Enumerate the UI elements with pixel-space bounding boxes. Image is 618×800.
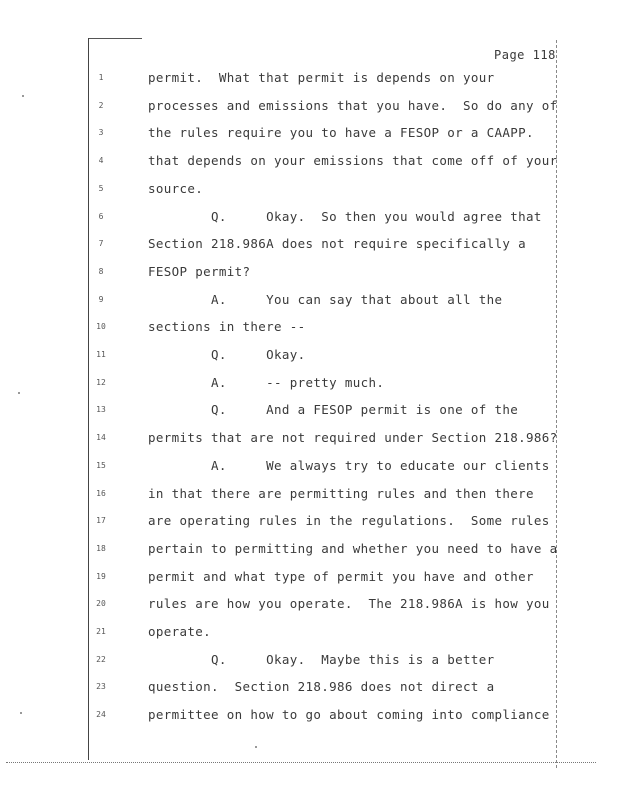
line-number: 21	[96, 627, 106, 636]
line-text: permits that are not required under Section 218.986?	[148, 430, 558, 446]
transcript-line	[0, 317, 618, 337]
page-number: Page 118	[494, 48, 556, 62]
line-number: 4	[98, 156, 104, 166]
line-text: A. You can say that about all the	[148, 291, 503, 307]
transcript-line	[0, 677, 618, 697]
transcript-line	[0, 511, 618, 531]
line-number: 7	[98, 239, 104, 249]
transcript-line	[0, 123, 618, 143]
line-text: pertain to permitting and whether you need to have a	[148, 540, 558, 556]
scan-speck	[20, 712, 22, 714]
transcript-line	[0, 456, 618, 476]
line-number: 11	[96, 350, 106, 359]
line-text: permittee on how to go about coming into compliance	[148, 707, 550, 723]
line-text: A. We always try to educate our clients	[148, 457, 550, 473]
transcript-line	[0, 262, 618, 282]
scan-speck	[255, 746, 257, 748]
bottom-rule	[6, 762, 596, 763]
line-number: 22	[96, 654, 106, 664]
transcript-line	[0, 650, 618, 670]
top-rule	[88, 38, 142, 39]
line-number: 10	[96, 322, 106, 332]
scan-speck	[18, 392, 20, 394]
line-number: 19	[96, 571, 106, 581]
scan-speck	[22, 95, 24, 97]
line-text: permit. What that permit is depends on your	[148, 70, 495, 85]
line-number: 23	[96, 682, 106, 692]
line-number: 17	[96, 516, 106, 526]
transcript-line	[0, 234, 618, 254]
transcript-line	[0, 96, 618, 116]
line-number: 3	[98, 128, 104, 138]
line-number: 12	[96, 377, 106, 387]
line-text: in that there are permitting rules and then there	[148, 485, 534, 501]
transcript-line	[0, 567, 618, 587]
transcript-line	[0, 705, 618, 725]
transcript-line	[0, 428, 618, 448]
line-number: 13	[96, 405, 106, 415]
transcript-line	[0, 400, 618, 420]
line-number: 16	[96, 488, 106, 498]
line-text: source.	[148, 180, 204, 196]
line-text: Section 218.986A does not require specifically a	[148, 236, 527, 252]
transcript-line	[0, 594, 618, 614]
line-number: 9	[98, 294, 104, 304]
line-text: A. -- pretty much.	[148, 374, 385, 390]
transcript-line	[0, 179, 618, 199]
line-text: the rules require you to have a FESOP or a CAAPP.	[148, 125, 534, 141]
line-number: 14	[96, 433, 106, 443]
transcript-line	[0, 539, 618, 559]
line-number: 1	[98, 73, 104, 82]
line-number: 15	[96, 460, 106, 470]
line-text: FESOP permit?	[148, 263, 251, 279]
line-text: operate.	[148, 624, 212, 639]
line-number: 5	[98, 183, 104, 193]
line-text: question. Section 218.986 does not direct a	[148, 679, 495, 695]
line-text: Q. Okay. So then you would agree that	[148, 208, 542, 224]
line-number: 2	[98, 100, 104, 110]
line-text: sections in there --	[148, 319, 306, 335]
line-number: 20	[96, 599, 106, 609]
transcript-line	[0, 622, 618, 642]
transcript-line	[0, 151, 618, 171]
line-text: Q. Okay. Maybe this is a better	[148, 651, 495, 667]
line-text: that depends on your emissions that come off of your	[148, 153, 558, 169]
transcript-line	[0, 68, 618, 88]
transcript-line	[0, 484, 618, 504]
line-text: Q. Okay.	[148, 347, 306, 362]
line-text: rules are how you operate. The 218.986A is how you	[148, 596, 550, 612]
line-number: 18	[96, 543, 106, 553]
transcript-line	[0, 373, 618, 393]
line-number: 6	[98, 211, 104, 221]
line-text: processes and emissions that you have. So do any of	[148, 97, 558, 113]
line-text: permit and what type of permit you have and other	[148, 568, 534, 584]
transcript-line	[0, 345, 618, 365]
line-number: 24	[96, 710, 106, 720]
transcript-line	[0, 207, 618, 227]
transcript-line	[0, 290, 618, 310]
line-number: 8	[98, 266, 104, 276]
line-text: Q. And a FESOP permit is one of the	[148, 402, 519, 418]
line-text: are operating rules in the regulations. Some rules	[148, 513, 550, 529]
